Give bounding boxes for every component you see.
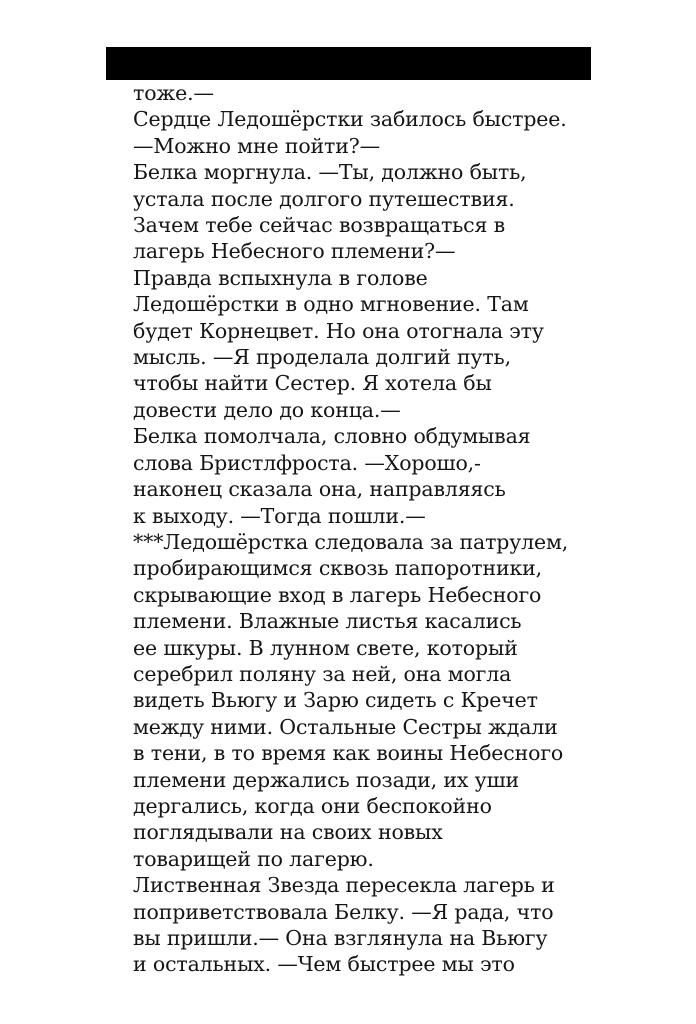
text-line: серебрил поляну за ней, она могла [133,661,512,686]
text-line: чтобы найти Сестер. Я хотела бы [133,371,492,396]
text-line: поглядывали на своих новых [133,820,443,845]
text-line: наконец сказала она, направляясь [133,477,506,502]
text-line: товарищей по лагерю. [133,846,374,871]
text-line: племени держались позади, их уши [133,767,519,792]
text-line: Правда вспыхнула в голове [133,265,428,290]
book-text-column [133,80,573,978]
text-line: поприветствовала Белку. —Я рада, что [133,899,554,924]
text-line: Лиственная Звезда пересекла лагерь и [133,873,555,898]
text-line: —Можно мне пойти?— [133,133,380,158]
text-line: скрывающие вход в лагерь Небесного [133,582,542,607]
text-line: Зачем тебе сейчас возвращаться в [133,213,506,238]
text-line: слова Бристлфроста. —Хорошо,- [133,450,481,475]
text-line: и остальных. —Чем быстрее мы это [133,952,515,977]
text-line: довести дело до конца.— [133,397,401,422]
text-line: между ними. Остальные Сестры ждали [133,714,558,739]
text-line: племени. Влажные листья касались [133,609,522,634]
text-line: пробирающимся сквозь папоротники, [133,556,543,581]
text-line: устала после долгого путешествия. [133,186,515,211]
text-line: Белка помолчала, словно обдумывая [133,424,531,449]
text-line: лагерь Небесного племени?— [133,239,456,264]
text-line: будет Корнецвет. Но она отогнала эту [133,318,544,343]
text-line: ее шкуры. В лунном свете, который [133,635,518,660]
text-line: вы пришли.— Она взглянула на Вьюгу [133,926,548,950]
text-line: мысль. —Я проделала долгий путь, [133,345,511,370]
text-line: Ледошёрстки в одно мгновение. Там [133,292,529,317]
text-line: к выходу. —Тогда пошли.— [133,503,426,528]
text-line: Сердце Ледошёрстки забилось быстрее. [133,107,567,132]
text-line: дергались, когда они беспокойно [133,793,492,818]
text-line: видеть Вьюгу и Зарю сидеть с Кречет [133,688,538,713]
redaction-bar [106,47,591,80]
text-line: тоже.— [133,81,214,105]
text-line: Белка моргнула. —Ты, должно быть, [133,160,527,185]
text-line: ***Ледошёрстка следовала за патрулем, [133,529,569,554]
text-line: в тени, в то время как воины Небесного [133,741,564,766]
